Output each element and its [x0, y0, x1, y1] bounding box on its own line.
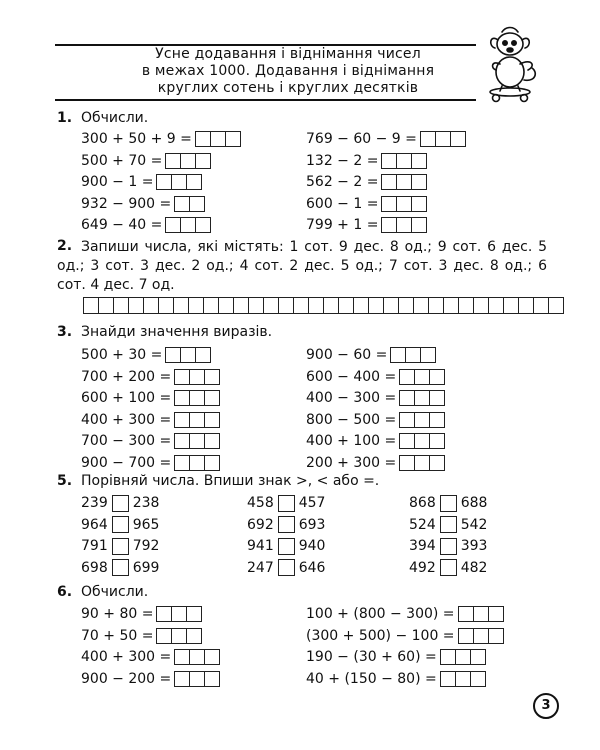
answer-boxes[interactable] [195, 131, 240, 147]
task-3-number: 3. [57, 324, 73, 340]
comparison-sign-box[interactable] [440, 495, 457, 512]
comparison-row [247, 494, 325, 512]
answer-cell[interactable] [158, 297, 174, 314]
answer-cell[interactable] [399, 369, 415, 385]
answer-cell[interactable] [411, 153, 427, 169]
expression-text: 900 − 700 = [81, 454, 172, 471]
expression-row [81, 389, 219, 407]
answer-cell[interactable] [420, 347, 436, 363]
expression-row [81, 368, 219, 386]
answer-boxes[interactable] [174, 455, 219, 471]
answer-cell[interactable] [165, 347, 181, 363]
answer-cell[interactable] [458, 628, 474, 644]
answer-cell[interactable] [203, 297, 219, 314]
answer-cell[interactable] [195, 131, 211, 147]
answer-cell[interactable] [518, 297, 534, 314]
answer-cell[interactable] [488, 628, 504, 644]
answer-cell[interactable] [398, 297, 414, 314]
task-5-number: 5. [57, 473, 73, 489]
expression-row [306, 454, 444, 472]
answer-cell[interactable] [399, 412, 415, 428]
comparison-right-number: 940 [298, 538, 326, 554]
answer-cell[interactable] [308, 297, 324, 314]
comparison-right-number: 238 [132, 495, 160, 511]
expression-text: 649 − 40 = [81, 217, 163, 233]
answer-cell[interactable] [429, 390, 445, 406]
comparison-right-number: 393 [460, 538, 488, 554]
answer-cell[interactable] [195, 153, 211, 169]
answer-cell[interactable] [414, 369, 430, 385]
page-number: 3 [541, 698, 551, 713]
answer-cell[interactable] [323, 297, 339, 314]
title-line-3: круглих сотень і круглих десятків [157, 80, 419, 96]
comparison-right-number: 693 [298, 516, 326, 533]
answer-cell[interactable] [98, 297, 114, 314]
comparison-right-number: 699 [132, 559, 160, 576]
expression-row [81, 454, 219, 472]
answer-boxes[interactable] [399, 369, 444, 385]
answer-cell[interactable] [128, 297, 144, 314]
answer-cell[interactable] [470, 671, 486, 687]
answer-boxes[interactable] [174, 649, 219, 665]
comparison-left-number: 492 [409, 559, 436, 576]
answer-cell[interactable] [174, 412, 190, 428]
answer-cell[interactable] [225, 131, 241, 147]
expression-row [81, 411, 219, 429]
answer-boxes[interactable] [458, 628, 503, 644]
expression-text: 500 + 70 = [81, 152, 163, 169]
answer-cell[interactable] [353, 297, 369, 314]
expression-text: 700 − 300 = [81, 433, 172, 449]
answer-cell[interactable] [473, 628, 489, 644]
answer-cell[interactable] [411, 174, 427, 190]
answer-cell[interactable] [470, 649, 486, 665]
comparison-left-number: 394 [409, 538, 436, 554]
comparison-sign-box[interactable] [112, 559, 129, 576]
answer-cell[interactable] [204, 390, 220, 406]
answer-cell[interactable] [399, 433, 415, 449]
answer-cell[interactable] [455, 649, 471, 665]
answer-cell[interactable] [189, 455, 205, 471]
comparison-right-number: 688 [460, 495, 488, 511]
answer-boxes[interactable] [381, 196, 426, 212]
answer-cell[interactable] [189, 649, 205, 665]
answer-cell[interactable] [173, 297, 189, 314]
expression-row [81, 216, 210, 234]
answer-cell[interactable] [414, 455, 430, 471]
answer-cell[interactable] [411, 217, 427, 233]
answer-cell[interactable] [399, 455, 415, 471]
comparison-sign-box[interactable] [440, 516, 457, 533]
comparison-sign-box[interactable] [278, 538, 295, 555]
comparison-right-number: 482 [460, 559, 488, 576]
answer-boxes[interactable] [399, 433, 444, 449]
answer-cell[interactable] [156, 606, 172, 622]
comparison-left-number: 692 [247, 516, 274, 533]
answer-cell[interactable] [113, 297, 129, 314]
answer-cell[interactable] [165, 217, 181, 233]
comparison-sign-box[interactable] [112, 495, 129, 512]
expression-text: 700 + 200 = [81, 368, 172, 385]
answer-boxes[interactable] [165, 217, 210, 233]
comparison-row [247, 537, 325, 555]
comparison-row [247, 559, 325, 577]
answer-cell[interactable] [180, 153, 196, 169]
expression-text: 400 + 300 = [81, 649, 172, 665]
comparison-left-number: 458 [247, 495, 274, 511]
expression-text: 400 − 300 = [306, 390, 397, 406]
title-bottom-rule [55, 99, 476, 101]
answer-cell[interactable] [204, 671, 220, 687]
expression-row [306, 648, 485, 666]
answer-cell[interactable] [533, 297, 549, 314]
answer-cell[interactable] [189, 433, 205, 449]
answer-cell[interactable] [263, 297, 279, 314]
answer-cell[interactable] [414, 412, 430, 428]
answer-cell[interactable] [429, 369, 445, 385]
answer-cell[interactable] [368, 297, 384, 314]
comparison-left-number: 941 [247, 538, 274, 554]
expression-text: 40 + (150 − 80) = [306, 670, 437, 687]
answer-cell[interactable] [396, 153, 412, 169]
answer-boxes[interactable] [458, 606, 503, 622]
expression-row [81, 152, 210, 170]
expression-row [306, 411, 444, 429]
expression-text: 600 − 400 = [306, 368, 397, 385]
comparison-sign-box[interactable] [278, 495, 295, 512]
answer-cell[interactable] [293, 297, 309, 314]
comparison-row [247, 516, 325, 534]
answer-boxes[interactable] [174, 196, 204, 212]
expression-text: 200 + 300 = [306, 454, 397, 471]
expression-text: 400 + 300 = [81, 411, 172, 428]
answer-cell[interactable] [174, 369, 190, 385]
expression-text: 769 − 60 − 9 = [306, 131, 417, 147]
expression-row [306, 216, 426, 234]
expression-row [306, 389, 444, 407]
expression-text: 600 − 1 = [306, 195, 379, 212]
comparison-sign-box[interactable] [440, 559, 457, 576]
title-line-1: Усне додавання і віднімання чисел [155, 46, 421, 62]
answer-cell[interactable] [458, 606, 474, 622]
comparison-left-number: 239 [81, 495, 108, 511]
answer-boxes[interactable] [399, 455, 444, 471]
answer-cell[interactable] [186, 606, 202, 622]
answer-cell[interactable] [171, 606, 187, 622]
task-2-text [57, 238, 547, 295]
answer-boxes[interactable] [156, 174, 201, 190]
expression-row [81, 432, 219, 450]
answer-cell[interactable] [143, 297, 159, 314]
answer-cell[interactable] [189, 671, 205, 687]
answer-boxes[interactable] [440, 671, 485, 687]
answer-cell[interactable] [381, 153, 397, 169]
answer-cell[interactable] [390, 347, 406, 363]
expression-text: 562 − 2 = [306, 174, 379, 190]
answer-cell[interactable] [399, 390, 415, 406]
answer-cell[interactable] [429, 455, 445, 471]
answer-cell[interactable] [204, 455, 220, 471]
answer-cell[interactable] [174, 455, 190, 471]
expression-text: 190 − (30 + 60) = [306, 649, 437, 665]
answer-cell[interactable] [383, 297, 399, 314]
comparison-row [81, 559, 159, 577]
answer-cell[interactable] [233, 297, 249, 314]
answer-cell[interactable] [435, 131, 451, 147]
answer-cell[interactable] [210, 131, 226, 147]
answer-cell[interactable] [189, 369, 205, 385]
answer-boxes[interactable] [420, 131, 465, 147]
answer-cell[interactable] [195, 217, 211, 233]
answer-boxes[interactable] [174, 412, 219, 428]
expression-row [81, 605, 201, 623]
comparison-right-number: 542 [460, 516, 488, 533]
answer-cell[interactable] [171, 628, 187, 644]
answer-cell[interactable] [405, 347, 421, 363]
answer-cell[interactable] [488, 297, 504, 314]
comparison-right-number: 965 [132, 516, 160, 533]
answer-boxes[interactable] [399, 390, 444, 406]
answer-cell[interactable] [429, 433, 445, 449]
answer-cell[interactable] [414, 433, 430, 449]
answer-cell[interactable] [381, 217, 397, 233]
comparison-row [409, 537, 487, 555]
answer-cell[interactable] [204, 649, 220, 665]
answer-boxes[interactable] [381, 174, 426, 190]
expression-text: 799 + 1 = [306, 217, 379, 233]
expression-text: 90 + 80 = [81, 606, 154, 622]
task-2-answer-strip[interactable] [83, 297, 563, 314]
answer-cell[interactable] [189, 196, 205, 212]
expression-row [81, 627, 201, 645]
comparison-row [81, 494, 159, 512]
expression-row [306, 605, 503, 623]
comparison-left-number: 964 [81, 516, 108, 533]
expression-text: 300 + 50 + 9 = [81, 131, 192, 147]
expression-text: 900 − 200 = [81, 670, 172, 687]
page-number-badge [533, 693, 559, 719]
answer-cell[interactable] [180, 347, 196, 363]
comparison-right-number: 646 [298, 559, 326, 576]
answer-cell[interactable] [174, 433, 190, 449]
answer-cell[interactable] [411, 196, 427, 212]
expression-text: 900 − 60 = [306, 347, 388, 363]
answer-cell[interactable] [174, 196, 190, 212]
answer-boxes[interactable] [174, 390, 219, 406]
comparison-row [409, 559, 487, 577]
comparison-row [409, 494, 487, 512]
answer-cell[interactable] [186, 628, 202, 644]
comparison-left-number: 868 [409, 495, 436, 511]
answer-boxes[interactable] [174, 433, 219, 449]
answer-cell[interactable] [186, 174, 202, 190]
comparison-left-number: 524 [409, 516, 436, 533]
expression-row [306, 152, 426, 170]
answer-cell[interactable] [414, 390, 430, 406]
answer-cell[interactable] [180, 217, 196, 233]
task-5-heading: Порівняй числа. Впиши знак >, < або =. [81, 473, 380, 489]
comparison-sign-box[interactable] [112, 538, 129, 555]
answer-cell[interactable] [204, 412, 220, 428]
answer-cell[interactable] [420, 131, 436, 147]
answer-cell[interactable] [174, 390, 190, 406]
comparison-left-number: 791 [81, 538, 108, 554]
answer-cell[interactable] [189, 390, 205, 406]
expression-text: 800 − 500 = [306, 411, 397, 428]
page-title [100, 46, 476, 97]
answer-cell[interactable] [548, 297, 564, 314]
expression-row [306, 670, 485, 688]
expression-text: 932 − 900 = [81, 195, 172, 212]
expression-text: 900 − 1 = [81, 174, 154, 190]
expression-row [81, 130, 240, 148]
expression-row [306, 173, 426, 191]
answer-cell[interactable] [381, 174, 397, 190]
answer-boxes[interactable] [440, 649, 485, 665]
task-2-text-content: Запиши числа, які містять: 1 сот. 9 дес. 8 од.; 9 сот. 6 дес. 5 од.; 3 сот. 3 дес. 2 од.; 4 сот. 2 дес. 5 од.; 7 сот. 3 дес. 8 од.; 6 сот. 4 дес. 7 од. [57, 239, 547, 293]
task-1-heading: Обчисли. [81, 110, 149, 126]
expression-text: (300 + 500) − 100 = [306, 627, 455, 644]
answer-cell[interactable] [204, 433, 220, 449]
task-6-number: 6. [57, 584, 73, 600]
answer-cell[interactable] [83, 297, 99, 314]
answer-boxes[interactable] [399, 412, 444, 428]
answer-cell[interactable] [429, 412, 445, 428]
answer-boxes[interactable] [165, 153, 210, 169]
expression-text: 100 + (800 − 300) = [306, 606, 455, 622]
answer-cell[interactable] [396, 217, 412, 233]
expression-row [81, 670, 219, 688]
expression-text: 600 + 100 = [81, 390, 172, 406]
expression-text: 70 + 50 = [81, 627, 154, 644]
expression-row [81, 195, 204, 213]
answer-boxes[interactable] [381, 153, 426, 169]
comparison-left-number: 247 [247, 559, 274, 576]
answer-cell[interactable] [188, 297, 204, 314]
answer-cell[interactable] [455, 671, 471, 687]
expression-row [306, 627, 503, 645]
task-3-heading: Знайди значення виразів. [81, 324, 273, 340]
answer-cell[interactable] [248, 297, 264, 314]
answer-cell[interactable] [195, 347, 211, 363]
answer-cell[interactable] [156, 174, 172, 190]
answer-cell[interactable] [458, 297, 474, 314]
expression-row [81, 173, 201, 191]
expression-row [306, 195, 426, 213]
expression-text: 500 + 30 = [81, 347, 163, 363]
answer-cell[interactable] [413, 297, 429, 314]
answer-boxes[interactable] [174, 369, 219, 385]
answer-cell[interactable] [440, 649, 456, 665]
comparison-left-number: 698 [81, 559, 108, 576]
answer-cell[interactable] [473, 606, 489, 622]
comparison-sign-box[interactable] [278, 559, 295, 576]
task-1-number: 1. [57, 110, 73, 126]
expression-row [306, 130, 465, 148]
answer-boxes[interactable] [381, 217, 426, 233]
expression-text: 132 − 2 = [306, 152, 379, 169]
expression-row [306, 432, 444, 450]
answer-cell[interactable] [440, 671, 456, 687]
answer-boxes[interactable] [390, 347, 435, 363]
comparison-row [81, 516, 159, 534]
comparison-row [81, 537, 159, 555]
answer-cell[interactable] [396, 174, 412, 190]
task-6-heading: Обчисли. [81, 584, 149, 600]
comparison-sign-box[interactable] [278, 516, 295, 533]
comparison-right-number: 792 [132, 538, 160, 554]
expression-text: 400 + 100 = [306, 433, 397, 449]
expression-row [306, 368, 444, 386]
answer-cell[interactable] [174, 671, 190, 687]
answer-cell[interactable] [396, 196, 412, 212]
comparison-right-number: 457 [298, 495, 326, 511]
answer-cell[interactable] [338, 297, 354, 314]
expression-row [306, 346, 435, 364]
answer-cell[interactable] [171, 174, 187, 190]
answer-cell[interactable] [204, 369, 220, 385]
answer-cell[interactable] [218, 297, 234, 314]
answer-boxes[interactable] [165, 347, 210, 363]
expression-row [81, 648, 219, 666]
answer-cell[interactable] [443, 297, 459, 314]
answer-cell[interactable] [381, 196, 397, 212]
comparison-row [409, 516, 487, 534]
title-line-2: в межах 1000. Додавання і віднімання [141, 63, 435, 79]
answer-cell[interactable] [174, 649, 190, 665]
expression-row [81, 346, 210, 364]
answer-boxes[interactable] [174, 671, 219, 687]
comparison-sign-box[interactable] [112, 516, 129, 533]
answer-boxes[interactable] [156, 628, 201, 644]
mascot-illustration [482, 24, 544, 106]
answer-cell[interactable] [503, 297, 519, 314]
answer-cell[interactable] [488, 606, 504, 622]
answer-cell[interactable] [428, 297, 444, 314]
answer-cell[interactable] [450, 131, 466, 147]
answer-cell[interactable] [189, 412, 205, 428]
answer-boxes[interactable] [156, 606, 201, 622]
answer-cell[interactable] [473, 297, 489, 314]
answer-cell[interactable] [278, 297, 294, 314]
task-2-number: 2. [57, 238, 73, 254]
answer-cell[interactable] [165, 153, 181, 169]
answer-cell[interactable] [156, 628, 172, 644]
comparison-sign-box[interactable] [440, 538, 457, 555]
